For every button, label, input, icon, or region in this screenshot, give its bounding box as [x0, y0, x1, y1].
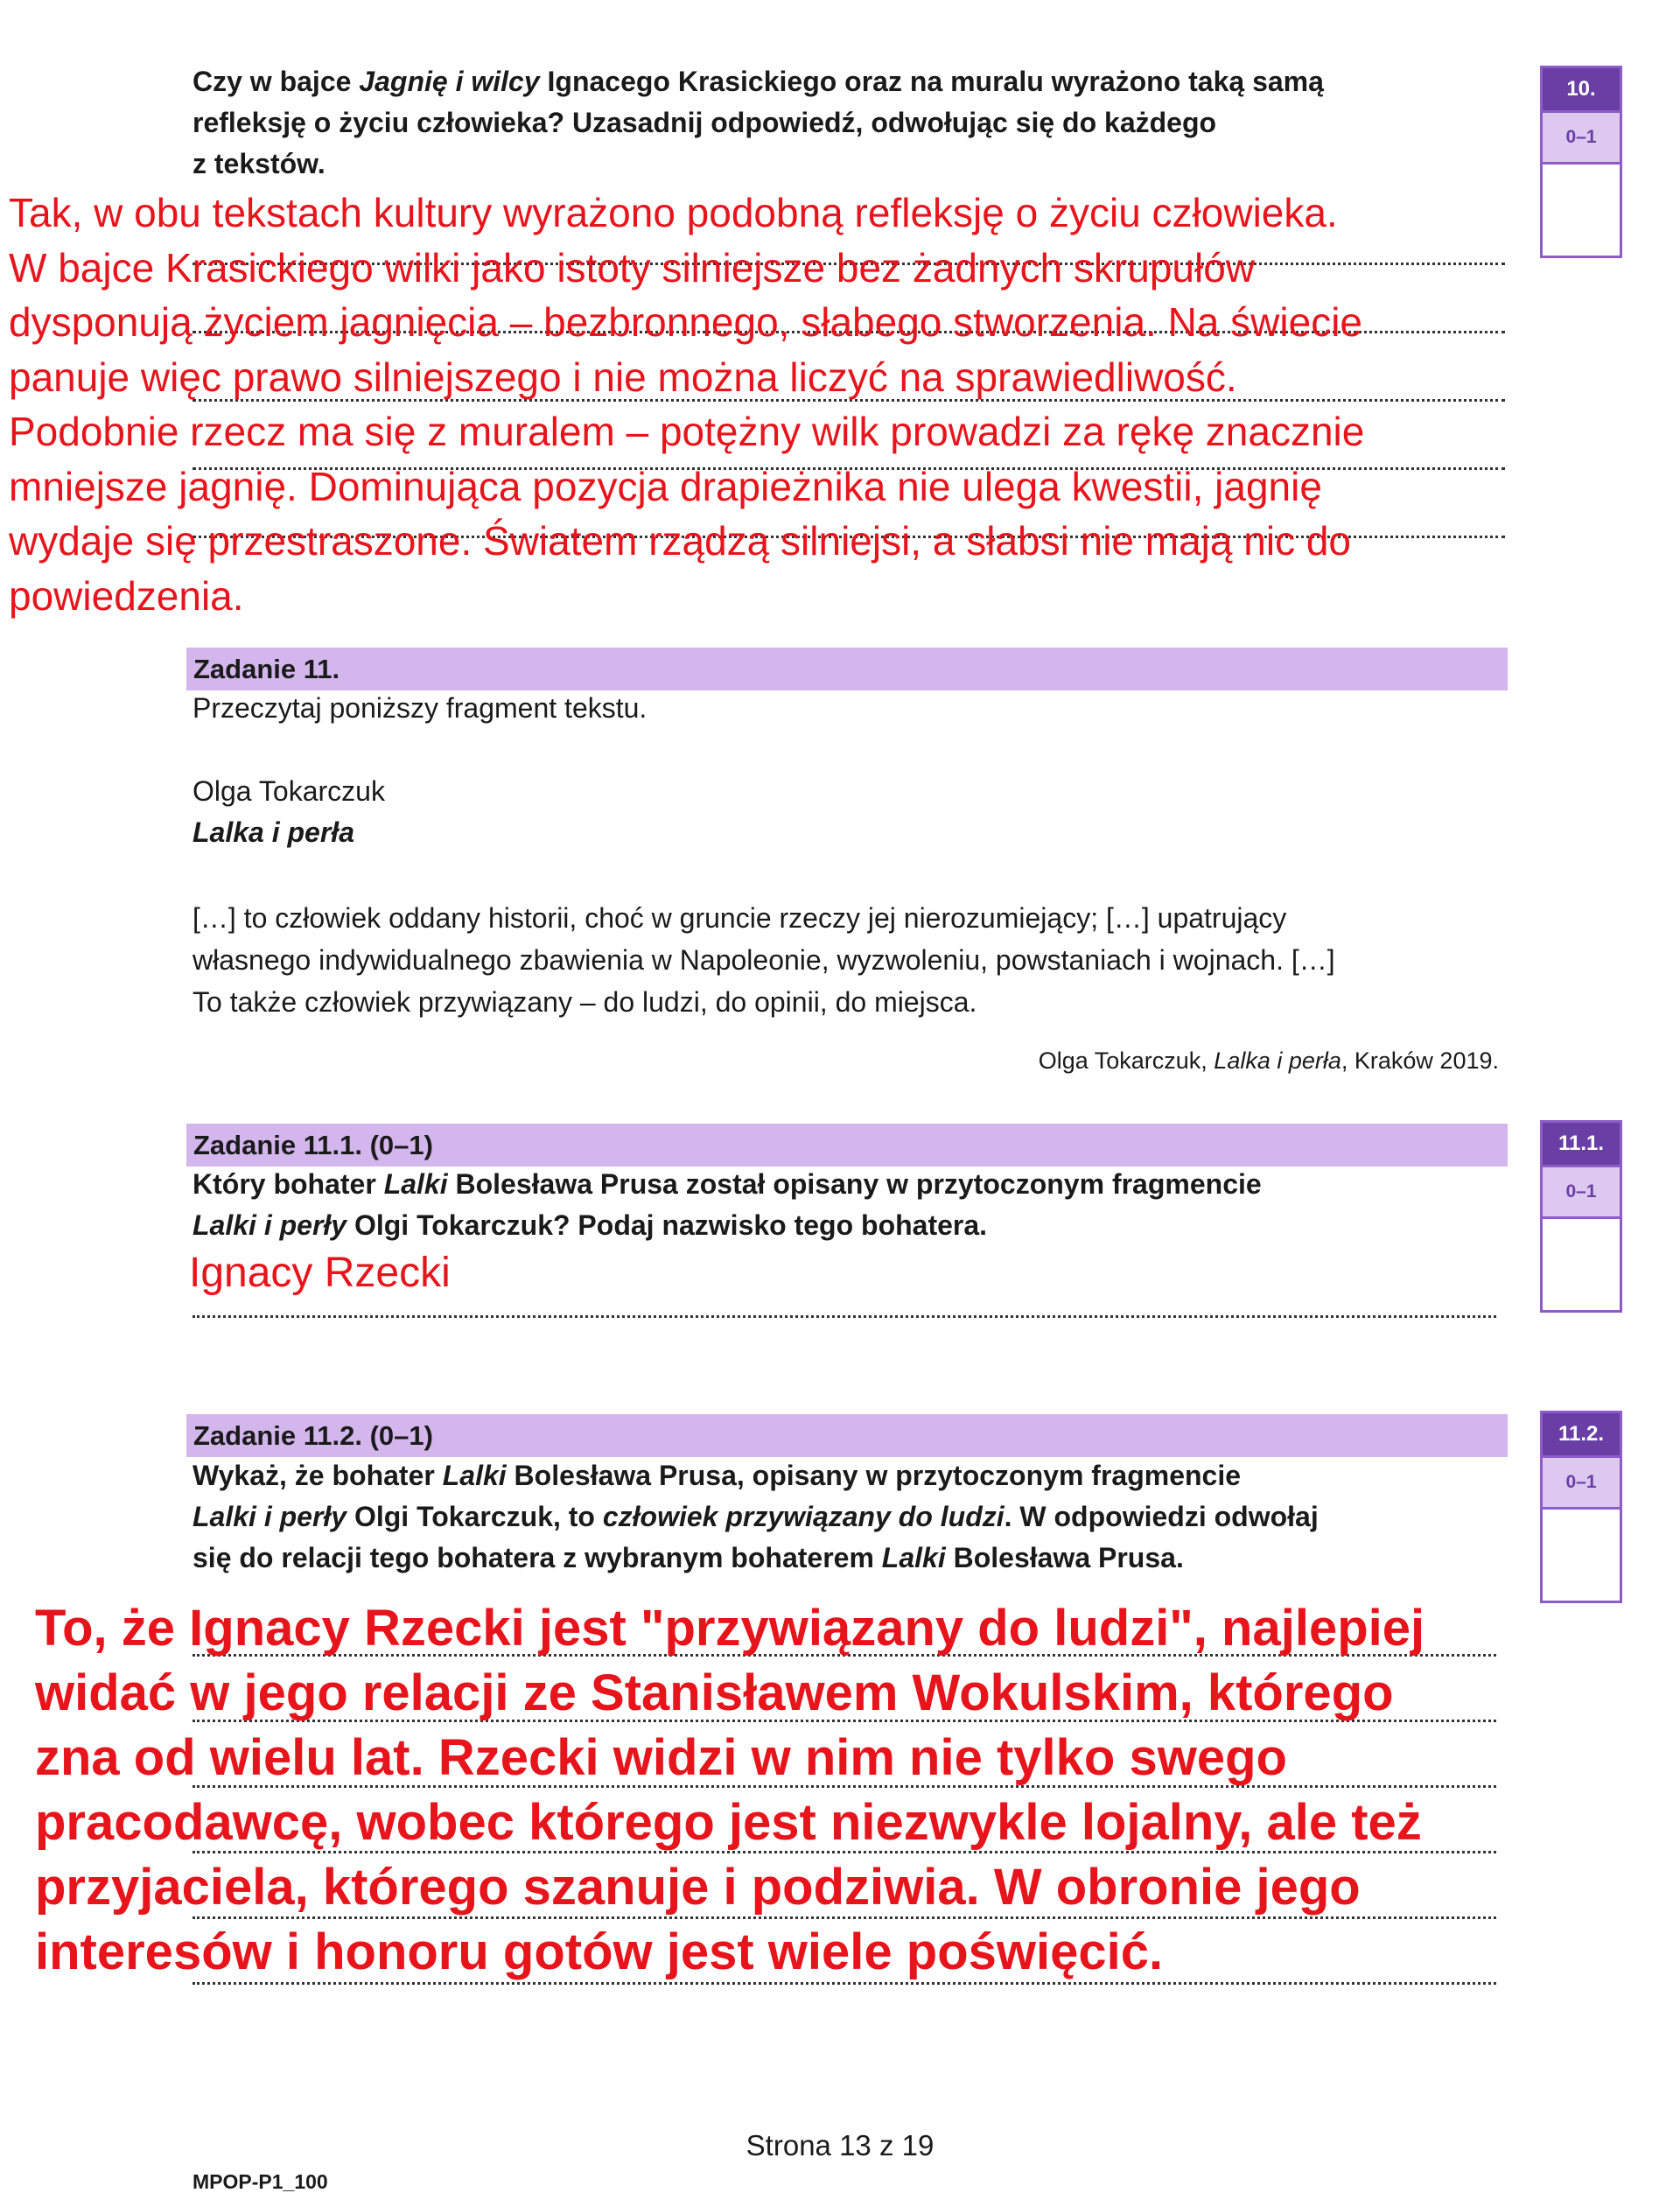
excerpt-line: własnego indywidualnego zbawienia w Napoleonie, wyzwoleniu, powstaniach i wojnach. […]: [192, 944, 1335, 976]
page-number: Strona 13 z 19: [746, 2129, 934, 2161]
task11-1-question-line2: Lalki i perły Olgi Tokarczuk? Podaj nazwisko tego bohatera.: [192, 1209, 988, 1241]
task10-question-line1: Czy w bajce Jagnię i wilcy Ignacego Krasickiego oraz na muralu wyrażono taką samą: [192, 66, 1324, 97]
score-box-11-2-number: 11.2.: [1543, 1413, 1620, 1455]
task11-source: Olga Tokarczuk, Lalka i perła, Kraków 2019.: [1038, 1047, 1499, 1074]
answer-line: [192, 1315, 1496, 1318]
answer-line-text: widać w jego relacji ze Stanisławem Wokulskim, którego: [35, 1664, 1394, 1721]
task11-excerpt: [192, 897, 1522, 1023]
answer-line-text: Tak, w obu tekstach kultury wyrażono podobną refleksję o życiu człowieka.: [9, 190, 1338, 235]
task10-question-line2: refleksję o życiu człowieka? Uzasadnij odpowiedź, odwołując się do każdego: [192, 107, 1217, 138]
task11-1-question-line1: Który bohater Lalki Bolesława Prusa został opisany w przytoczonym fragmencie: [192, 1168, 1262, 1200]
task11-1-question: [192, 1164, 1505, 1246]
task10-question-line3: z tekstów.: [192, 148, 326, 179]
task11-source-title: Lalka i perła: [1214, 1047, 1341, 1074]
task11-1-header: Zadanie 11.1. (0–1): [186, 1124, 1508, 1167]
task11-instruction: Przeczytaj poniższy fragment tekstu.: [192, 692, 648, 724]
answer-line-text: Podobnie rzecz ma się z muralem – potężny wilk prowadzi za rękę znacznie: [9, 409, 1365, 454]
score-box-11-1-points: 0–1: [1543, 1165, 1620, 1219]
excerpt-line: To także człowiek przywiązany – do ludzi, do opinii, do miejsca.: [192, 986, 977, 1018]
task11-1-answer: Ignacy Rzecki: [189, 1250, 451, 1296]
task11-2-header: Zadanie 11.2. (0–1): [186, 1414, 1508, 1457]
answer-line-text: interesów i honoru gotów jest wiele poświęcić.: [35, 1923, 1164, 1980]
task11-2-question: [192, 1455, 1522, 1579]
task11-header: Zadanie 11.: [186, 648, 1508, 690]
answer-line-text: To, że Ignacy Rzecki jest "przywiązany do ludzi", najlepiej: [35, 1600, 1425, 1657]
answer-line-text: przyjaciela, którego szanuje i podziwia. W obronie jego: [35, 1859, 1361, 1916]
score-box-11-1: [1540, 1120, 1622, 1313]
task11-title: Lalka i perła: [192, 816, 354, 848]
task11-2-question-line1: Wykaż, że bohater Lalki Bolesława Prusa, opisany w przytoczonym fragmencie: [192, 1460, 1242, 1491]
answer-line-text: dysponują życiem jagnięcia – bezbronnego, słabego stworzenia. Na świecie: [9, 299, 1362, 345]
score-box-10-points: 0–1: [1543, 110, 1620, 165]
document-code: MPOP-P1_100: [192, 2170, 328, 2193]
task11-2-question-line3: się do relacji tego bohatera z wybranym bohaterem Lalki Bolesława Prusa.: [192, 1542, 1184, 1573]
score-box-11-1-number: 11.1.: [1543, 1123, 1620, 1165]
excerpt-line: […] to człowiek oddany historii, choć w gruncie rzeczy jej nierozumiejący; […] upatrujący: [192, 902, 1287, 934]
score-box-10-number: 10.: [1543, 68, 1620, 110]
answer-line-text: pracodawcę, wobec którego jest niezwykle lojalny, ale też: [35, 1794, 1422, 1851]
answer-line-text: wydaje się przestraszone. Światem rządzą silniejsi, a słabsi nie mają nic do: [9, 518, 1352, 564]
task11-2-answer: [35, 1596, 1662, 1985]
task11-author: Olga Tokarczuk: [192, 775, 385, 807]
task10-fable-title: Jagnię i wilcy: [359, 66, 540, 97]
answer-line-text: W bajce Krasickiego wilki jako istoty silniejsze bez żadnych skrupułów: [9, 244, 1256, 291]
answer-line-text: powiedzenia.: [9, 572, 244, 619]
task10-question: [192, 61, 1505, 185]
answer-line-text: mniejsze jagnię. Dominująca pozycja drapieżnika nie ulega kwestii, jagnię: [9, 463, 1322, 509]
task10-answer: [9, 186, 1676, 623]
task11-2-question-line2: Lalki i perły Olgi Tokarczuk, to człowiek przywiązany do ludzi. W odpowiedzi odwołaj: [192, 1501, 1319, 1532]
score-box-11-2: [1540, 1411, 1622, 1603]
answer-line-text: zna od wielu lat. Rzecki widzi w nim nie tylko swego: [35, 1729, 1287, 1786]
answer-line-text: panuje więc prawo silniejszego i nie można liczyć na sprawiedliwość.: [9, 354, 1237, 400]
score-box-11-2-points: 0–1: [1543, 1455, 1620, 1510]
